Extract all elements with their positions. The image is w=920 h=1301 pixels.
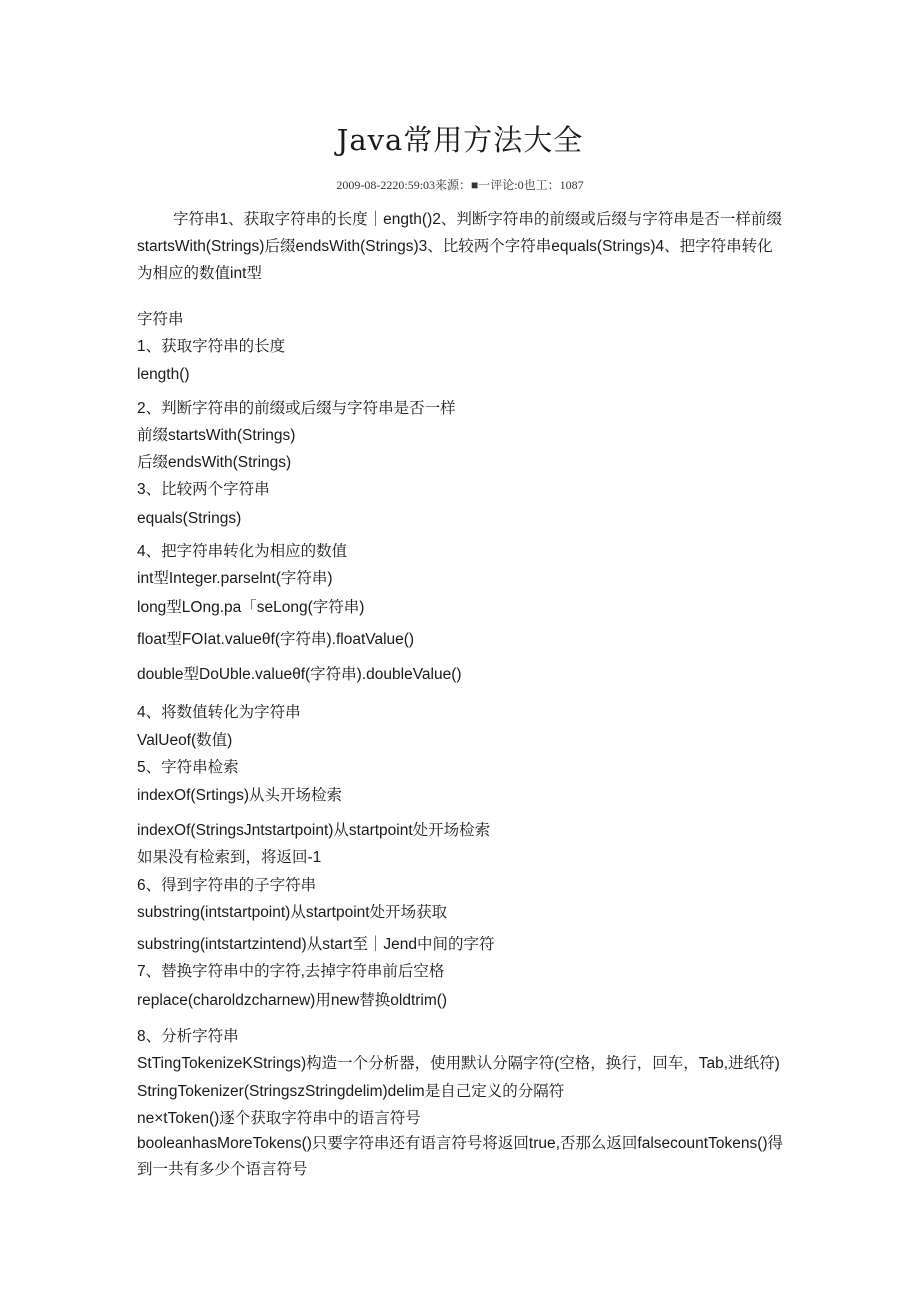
body-line: indexOf(Srtings)从头开场检索	[137, 787, 342, 804]
body-line: 前缀startsWith(Strings)	[137, 427, 296, 444]
body-line: indexOf(StringsJntstartpoint)从startpoint处开场检索	[137, 822, 491, 839]
body-line: 字符串	[137, 311, 184, 328]
intro-text: 字符串1、获取字符串的长度｜ength()2、判断字符串的前缀或后缀与字符串是否一样前缀startsWith(Strings)后缀endsWith(Strings)3、比较两个字符串equals(Strings)4、把字符串转化为相应的数值int型	[137, 211, 782, 282]
body-line: float型FOIat.valueθf(字符串).floatValue()	[137, 631, 415, 648]
body-line: 后缀endsWith(Strings)	[137, 454, 292, 471]
body-line: ValUeof(数值)	[137, 732, 233, 749]
body-line: 1、获取字符串的长度	[137, 338, 286, 355]
body-line: equals(Strings)	[137, 510, 242, 527]
body-line: length()	[137, 366, 190, 383]
body-line: replace(charoldzcharnew)用new替换oldtrim()	[137, 992, 448, 1009]
body-line: 7、替换字符串中的字符,去掉字符串前后空格	[137, 963, 445, 980]
body-line: 4、将数值转化为字符串	[137, 704, 301, 721]
body-line: double型DoUble.valueθf(字符串).doubleValue()	[137, 666, 462, 683]
intro-paragraph	[137, 206, 785, 287]
body-line: 如果没有检索到，将返回-1	[137, 849, 322, 866]
body-line: substring(intstartzintend)从start至｜Jend中间的字符	[137, 936, 495, 953]
article-meta: 2009-08-2220:59:03来源：■一评论:0也工：1087	[336, 178, 584, 192]
body-line: substring(intstartpoint)从startpoint处开场获取	[137, 904, 448, 921]
body-line: StringTokenizer(StringszStringdelim)delim是自己定义的分隔符	[137, 1083, 565, 1100]
body-line: 6、得到字符串的子字符串	[137, 877, 317, 894]
body-line: booleanhasMoreTokens()只要字符串还有语言符号将返回true,否那么返回falsecountTokens()得到一共有多少个语言符号	[137, 1135, 784, 1178]
body-line: int型Integer.parselnt(字符串)	[137, 570, 333, 587]
body-line: 4、把字符串转化为相应的数值	[137, 543, 348, 560]
body-line: 5、字符串检索	[137, 759, 239, 776]
body-line: StTingTokenizeKStrings)构造一个分析器，使用默认分隔字符(空格，换行，回车，Tab,进纸符)	[137, 1055, 780, 1072]
body-line: long型LOng.pa「seLong(字符串)	[137, 599, 365, 616]
body-line: 2、判断字符串的前缀或后缀与字符串是否一样	[137, 400, 456, 417]
body-line: 8、分析字符串	[137, 1028, 239, 1045]
body-line: ne×tToken()逐个获取字符串中的语言符号	[137, 1110, 421, 1127]
page-title: Java常用方法大全	[336, 123, 584, 157]
body-line: 3、比较两个字符串	[137, 481, 270, 498]
